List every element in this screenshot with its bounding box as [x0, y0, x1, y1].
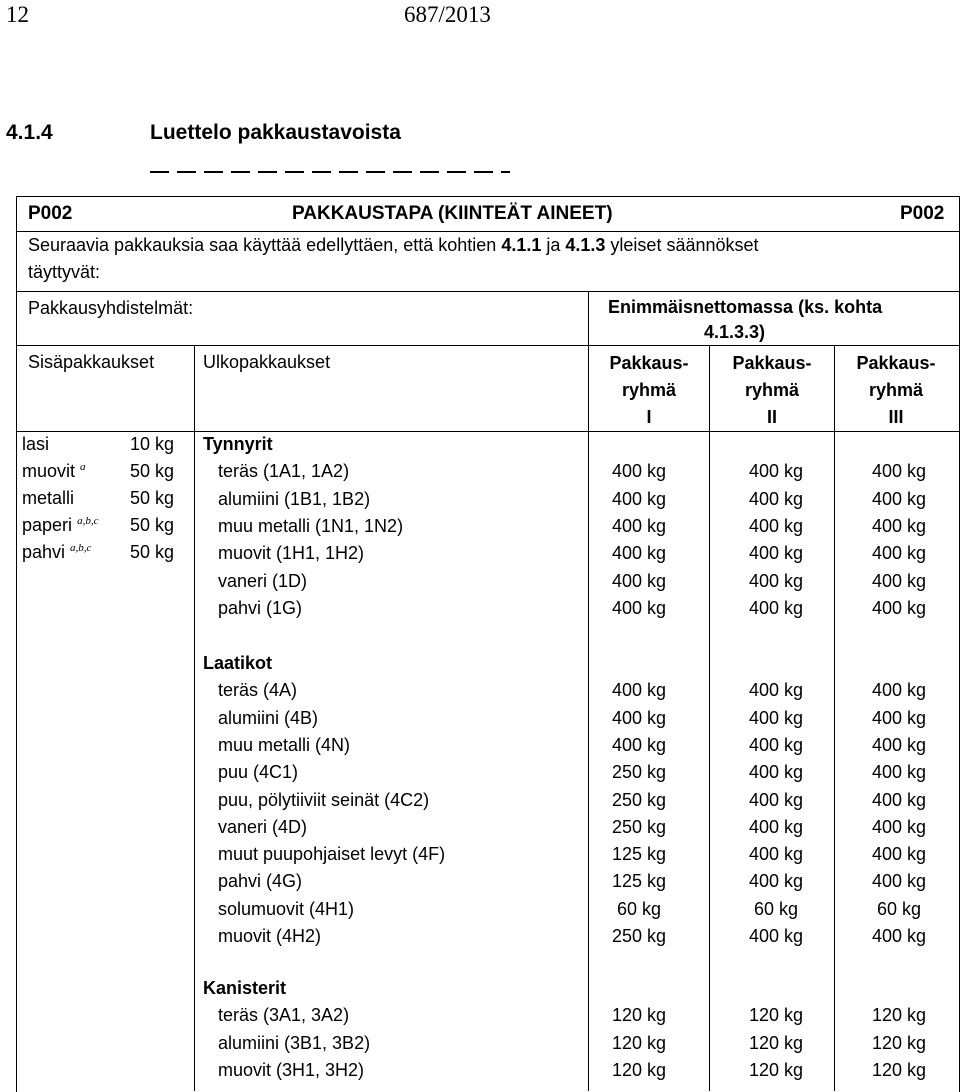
dashed-separator: [150, 171, 510, 173]
instruction-text: [28, 235, 759, 256]
max-net-mass-value: 400 kg: [871, 762, 927, 783]
max-net-mass-value: 60 kg: [753, 898, 799, 919]
instruction-code-left: P002: [28, 203, 73, 224]
max-net-mass-value: 400 kg: [871, 789, 927, 810]
header-line: Pakkaus-: [856, 353, 936, 373]
inner-packaging-name: [22, 488, 74, 509]
column-divider-inner: [194, 345, 195, 1091]
max-net-mass-value: 60 kg: [876, 898, 922, 919]
max-net-mass-value: 400 kg: [748, 488, 804, 509]
header-line: III: [888, 407, 904, 427]
max-net-mass-value: 400 kg: [871, 707, 927, 728]
outer-packagings-header: Ulkopakkaukset: [203, 352, 331, 372]
outer-packaging-item: pahvi (4G): [218, 871, 303, 892]
max-net-mass-value: 400 kg: [611, 515, 667, 536]
max-net-mass-value: 400 kg: [871, 597, 927, 618]
combinations-divider: [16, 345, 959, 346]
max-net-mass-value: 400 kg: [871, 816, 927, 837]
max-net-mass-value: 120 kg: [748, 1005, 804, 1026]
outer-packaging-item: muut puupohjaiset levyt (4F): [218, 844, 446, 865]
inner-packaging-weight: 50 kg: [130, 542, 175, 562]
max-net-mass-value: 400 kg: [748, 926, 804, 946]
outer-packaging-item: teräs (4A): [218, 680, 298, 701]
max-net-mass-value: 250 kg: [611, 789, 667, 810]
outer-packaging-item: alumiini (4B): [218, 707, 319, 728]
max-net-mass-value: 400 kg: [748, 680, 804, 701]
max-net-mass-value: 120 kg: [611, 1059, 667, 1080]
max-net-mass-value: 400 kg: [611, 707, 667, 728]
outer-packaging-item: teräs (1A1, 1A2): [218, 461, 350, 482]
max-net-mass-value: 120 kg: [748, 1059, 804, 1080]
max-net-mass-value: 125 kg: [611, 871, 667, 892]
instruction-ref-1: 4.1.1: [501, 235, 542, 255]
max-net-mass-value: 125 kg: [611, 844, 667, 865]
outer-packaging-item: solumuovit (4H1): [218, 898, 355, 919]
inner-packaging-weight: 10 kg: [130, 434, 175, 454]
inner-packaging-name: [22, 461, 86, 482]
max-net-mass-value: 400 kg: [611, 680, 667, 701]
max-net-mass-value: 250 kg: [611, 926, 667, 946]
max-net-mass-value: 120 kg: [871, 1005, 927, 1026]
outer-packaging-item: pahvi (1G): [218, 597, 303, 618]
inner-packaging-weight: 50 kg: [130, 488, 175, 508]
outer-packaging-item: muu metalli (4N): [218, 734, 351, 755]
instruction-table-frame: [16, 196, 960, 1092]
max-net-mass-value: 400 kg: [871, 680, 927, 701]
combinations-label: Pakkausyhdistelmät:: [28, 298, 194, 318]
inner-packaging-name: [22, 434, 49, 455]
outer-packaging-item: puu (4C1): [218, 762, 299, 783]
max-net-mass-value: 250 kg: [611, 816, 667, 837]
outer-packaging-item: teräs (3A1, 3A2): [218, 1005, 350, 1026]
max-net-mass-value: 400 kg: [611, 488, 667, 509]
max-net-mass-value: 120 kg: [871, 1059, 927, 1080]
instruction-code-right: P002: [900, 203, 945, 224]
outer-group-title: Tynnyrit: [203, 434, 273, 454]
max-net-mass-value: 400 kg: [748, 844, 804, 865]
header-line: ryhmä: [744, 380, 800, 400]
max-net-mass-value: 400 kg: [611, 597, 667, 618]
max-net-mass-value: 400 kg: [871, 488, 927, 509]
max-net-mass-value: 60 kg: [616, 898, 662, 919]
page-number: 12: [6, 2, 29, 27]
outer-packaging-item: alumiini (3B1, 3B2): [218, 1032, 371, 1053]
max-net-mass-ref: 4.1.3.3): [704, 322, 766, 342]
outer-packaging-item: muovit (3H1, 3H2): [218, 1059, 365, 1080]
text-divider: [16, 291, 959, 292]
inner-name: metalli: [22, 488, 75, 508]
header-line: II: [766, 407, 777, 427]
header-line: I: [646, 407, 652, 427]
outer-packaging-item: muovit (4H2): [218, 926, 322, 946]
inner-packaging-name: [22, 542, 91, 563]
inner-name: lasi: [22, 434, 50, 454]
max-net-mass-value: 400 kg: [871, 844, 927, 865]
outer-packaging-item: puu, pölytiiviit seinät (4C2): [218, 789, 430, 810]
inner-name: muovit: [22, 461, 76, 481]
max-net-mass-value: 400 kg: [871, 461, 927, 482]
instruction-text-part: Seuraavia pakkauksia saa käyttää edellyttäen, että kohtien: [28, 235, 502, 255]
instruction-text-part: yleiset säännökset: [605, 235, 759, 255]
column-divider-pg2: [834, 345, 835, 1091]
max-net-mass-value: 400 kg: [748, 871, 804, 892]
max-net-mass-value: 400 kg: [748, 816, 804, 837]
inner-packagings-header: Sisäpakkaukset: [28, 352, 155, 372]
outer-packaging-item: muu metalli (1N1, 1N2): [218, 515, 404, 536]
max-net-mass-value: 400 kg: [871, 926, 927, 946]
packing-group-i-header: [589, 350, 709, 431]
max-net-mass-value: 400 kg: [611, 461, 667, 482]
section-title: Luettelo pakkaustavoista: [150, 121, 401, 144]
inner-name: pahvi: [22, 542, 66, 562]
outer-packaging-item: muovit (1H1, 1H2): [218, 543, 365, 564]
header-divider: [16, 231, 959, 232]
footnote-marker: a,b,c: [70, 542, 92, 554]
max-net-mass-value: 250 kg: [611, 762, 667, 783]
instruction-text-line2: täyttyvät:: [28, 262, 101, 282]
inner-packaging-weight: 50 kg: [130, 461, 175, 481]
max-net-mass-value: 400 kg: [748, 789, 804, 810]
column-header-divider: [16, 431, 959, 432]
outer-group-title: Kanisterit: [203, 978, 287, 998]
max-net-mass-value: 400 kg: [748, 543, 804, 564]
max-net-mass-value: 400 kg: [871, 543, 927, 564]
header-line: Pakkaus-: [732, 353, 812, 373]
max-net-mass-value: 400 kg: [748, 461, 804, 482]
footnote-marker: a,b,c: [77, 515, 99, 527]
inner-packaging-name: [22, 515, 98, 536]
max-net-mass-value: 400 kg: [748, 707, 804, 728]
footnote-marker: a: [80, 461, 86, 473]
max-net-mass-value: 400 kg: [748, 570, 804, 591]
section-number: 4.1.4: [6, 121, 53, 144]
outer-packaging-item: vaneri (1D): [218, 570, 308, 591]
inner-name: paperi: [22, 515, 73, 535]
max-net-mass-value: 120 kg: [611, 1005, 667, 1026]
max-net-mass-value: 400 kg: [748, 762, 804, 783]
max-net-mass-value: 120 kg: [611, 1032, 667, 1053]
max-net-mass-value: 400 kg: [611, 570, 667, 591]
max-net-mass-value: 400 kg: [871, 515, 927, 536]
header-line: ryhmä: [868, 380, 924, 400]
instruction-ref-2: 4.1.3: [565, 235, 606, 255]
header-line: ryhmä: [621, 380, 677, 400]
instruction-title: PAKKAUSTAPA (KIINTEÄT AINEET): [292, 203, 613, 224]
max-net-mass-value: 400 kg: [748, 515, 804, 536]
document-reference: 687/2013: [404, 2, 491, 27]
packing-group-iii-header: [835, 350, 957, 431]
outer-packaging-item: vaneri (4D): [218, 816, 308, 837]
inner-packaging-weight: 50 kg: [130, 515, 175, 535]
max-net-mass-value: 400 kg: [748, 597, 804, 618]
max-net-mass-label: Enimmäisnettomassa (ks. kohta: [608, 297, 883, 317]
header-line: Pakkaus-: [609, 353, 689, 373]
max-net-mass-value: 400 kg: [871, 871, 927, 892]
max-net-mass-value: 400 kg: [611, 734, 667, 755]
packing-group-ii-header: [710, 350, 834, 431]
column-divider-pg1: [709, 345, 710, 1091]
max-net-mass-value: 400 kg: [748, 734, 804, 755]
max-net-mass-value: 120 kg: [871, 1032, 927, 1053]
max-net-mass-value: 120 kg: [748, 1032, 804, 1053]
instruction-text-part: ja: [541, 235, 566, 255]
max-net-mass-value: 400 kg: [871, 734, 927, 755]
outer-group-title: Laatikot: [203, 653, 273, 673]
max-net-mass-value: 400 kg: [611, 543, 667, 564]
max-net-mass-value: 400 kg: [871, 570, 927, 591]
outer-packaging-item: alumiini (1B1, 1B2): [218, 488, 371, 509]
